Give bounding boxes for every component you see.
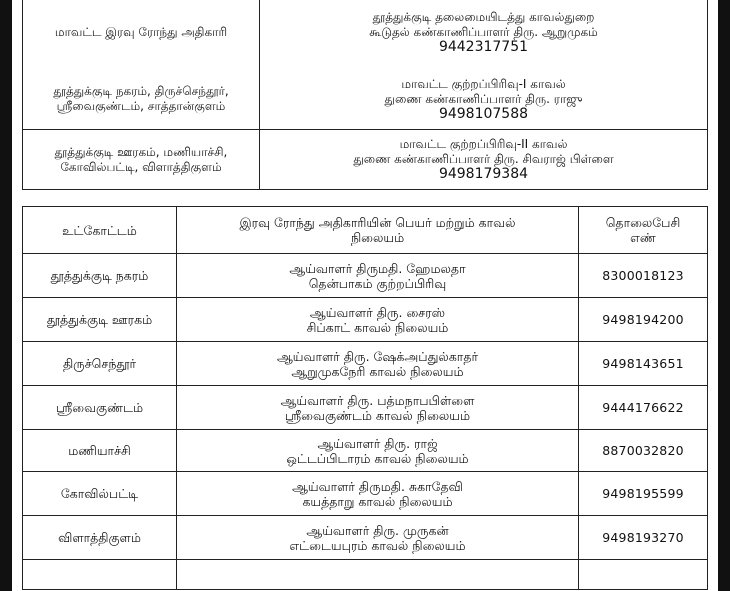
officer-cell — [177, 298, 579, 342]
phone-cell: 8300018123 — [579, 254, 708, 298]
table-row — [23, 0, 708, 70]
officer-name: ஆய்வாளர் திருமதி. சுகாதேவி — [292, 478, 463, 494]
document-page — [12, 0, 718, 591]
station-name: எட்டையபுரம் காவல் நிலையம் — [289, 537, 466, 553]
table-row — [23, 130, 708, 190]
officer-name: ஆய்வாளர் திரு. ஷேக்அப்துல்காதர் — [276, 348, 479, 364]
phone-cell: 8870032820 — [579, 430, 708, 472]
phone-cell: 9498143651 — [579, 342, 708, 386]
officer-name: ஆய்வாளர் திருமதி. ஹேமலதா — [289, 260, 466, 276]
officer-phone: 9498107588 — [438, 105, 529, 122]
table-row — [23, 430, 708, 472]
patrol-officer-table — [22, 206, 708, 590]
table-row — [23, 254, 708, 298]
subdivision-cell — [23, 560, 177, 590]
district-officer-table — [22, 0, 708, 190]
officer-cell — [260, 70, 708, 130]
subdivision-cell: ஸ்ரீவைகுண்டம் — [23, 386, 177, 430]
officer-cell — [177, 430, 579, 472]
officer-line: துணை கண்காணிப்பாளர் திரு. ராஜு — [384, 91, 583, 106]
officer-cell — [177, 560, 579, 590]
table-header-row — [23, 207, 708, 254]
phone-cell: 9498193270 — [579, 516, 708, 560]
station-name: சிப்காட் காவல் நிலையம் — [306, 319, 449, 335]
subdivision-cell: தூத்துக்குடி ஊரகம் — [23, 298, 177, 342]
table-row — [23, 516, 708, 560]
table-row — [23, 298, 708, 342]
officer-phone: 9498179384 — [438, 166, 529, 182]
phone-cell — [579, 560, 708, 590]
officer-name: ஆய்வாளர் திரு. பத்மநாபபிள்ளை — [280, 392, 475, 408]
table-row — [23, 70, 708, 130]
area-text: தூத்துக்குடி ஊரகம், மணியாச்சி, கோவில்பட்டி, விளாத்திகுளம் — [54, 144, 228, 174]
area-text: மாவட்ட இரவு ரோந்து அதிகாரி — [54, 24, 228, 39]
station-name: கயத்தாறு காவல் நிலையம் — [302, 493, 453, 509]
officer-line: மாவட்ட குற்றப்பிரிவு-I காவல் — [401, 76, 566, 91]
officer-name: ஆய்வாளர் திரு. முருகன் — [306, 522, 449, 538]
header-phone: தொலைபேசி எண் — [579, 207, 708, 254]
officer-cell — [260, 0, 708, 70]
table-row — [23, 342, 708, 386]
officer-phone: 9442317751 — [438, 38, 529, 55]
table-row — [23, 386, 708, 430]
officer-cell — [177, 254, 579, 298]
table-row-cut — [23, 560, 708, 590]
station-name: ஆறுமுகநேரி காவல் நிலையம் — [291, 363, 464, 379]
subdivision-cell: விளாத்திகுளம் — [23, 516, 177, 560]
header-subdivision: உட்கோட்டம் — [23, 207, 177, 254]
station-name: ஒட்டப்பிடாரம் காவல் நிலையம் — [286, 450, 469, 466]
subdivision-cell: திருச்செந்தூர் — [23, 342, 177, 386]
subdivision-cell: தூத்துக்குடி நகரம் — [23, 254, 177, 298]
officer-line: கூடுதல் கண்காணிப்பாளர் திரு. ஆறுமுகம் — [369, 24, 598, 39]
officer-cell — [177, 472, 579, 516]
officer-cell — [177, 516, 579, 560]
area-text: தூத்துக்குடி நகரம், திருச்செந்தூர், ஸ்ரீவைகுண்டம், சாத்தான்குளம் — [53, 84, 229, 114]
subdivision-cell: கோவில்பட்டி — [23, 472, 177, 516]
officer-line: மாவட்ட குற்றப்பிரிவு-II காவல் — [399, 137, 568, 151]
area-cell — [23, 70, 260, 130]
header-officer: இரவு ரோந்து அதிகாரியின் பெயர் மற்றும் காவல் நிலையம் — [177, 207, 579, 254]
phone-cell: 9498194200 — [579, 298, 708, 342]
subdivision-cell: மணியாச்சி — [23, 430, 177, 472]
table-row — [23, 472, 708, 516]
officer-cell — [260, 130, 708, 190]
area-cell — [23, 130, 260, 190]
officer-cell — [177, 342, 579, 386]
officer-line: தூத்துக்குடி தலைமையிடத்து காவல்துறை — [372, 9, 595, 24]
station-name: ஸ்ரீவைகுண்டம் காவல் நிலையம் — [284, 407, 471, 423]
phone-cell: 9498195599 — [579, 472, 708, 516]
area-cell — [23, 0, 260, 70]
station-name: தென்பாகம் குற்றப்பிரிவு — [308, 275, 447, 291]
officer-cell — [177, 386, 579, 430]
officer-name: ஆய்வாளர் திரு. சைரஸ் — [309, 304, 446, 320]
officer-line: துணை கண்காணிப்பாளர் திரு. சிவராஜ் பிள்ளை — [353, 152, 614, 166]
officer-name: ஆய்வாளர் திரு. ராஜ் — [317, 435, 438, 451]
phone-cell: 9444176622 — [579, 386, 708, 430]
